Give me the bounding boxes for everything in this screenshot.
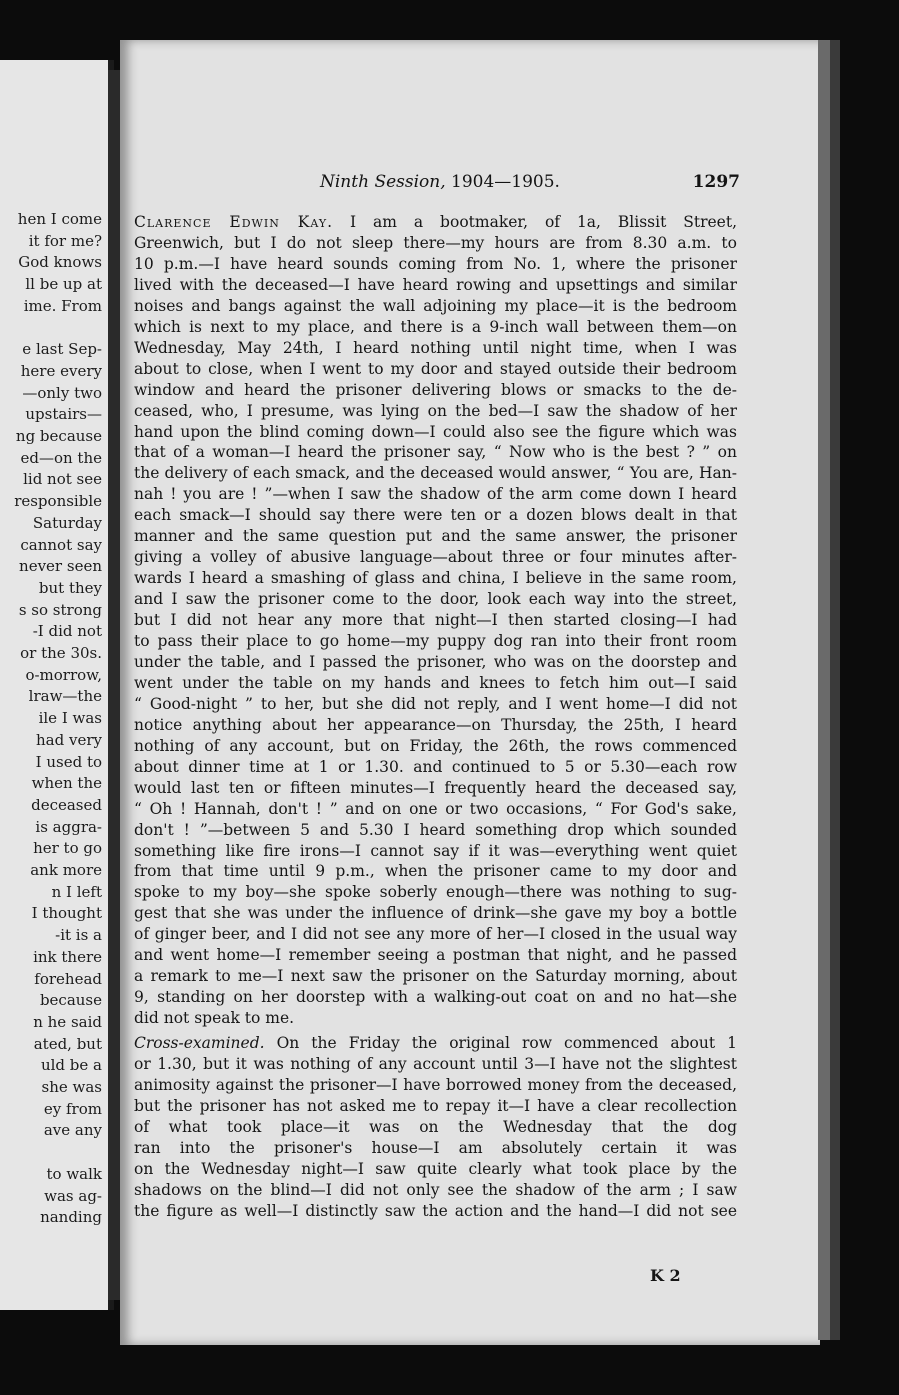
left-page-fragment: was ag-	[44, 1186, 102, 1205]
body-line: hand upon the blind coming down—I could also see the figure which was	[134, 422, 737, 441]
body-line: animosity against the prisoner—I have borrowed money from the deceased,	[134, 1075, 737, 1094]
body-line: that of a woman—I heard the prisoner say, “ Now who is the best ? ” on	[134, 443, 737, 462]
body-line: but I did not hear any more that night—I then started closing—I had	[134, 611, 737, 630]
left-page-fragment: deceased	[31, 795, 102, 814]
body-line: which is next to my place, and there is a 9-inch wall between them—on	[134, 317, 737, 336]
body-line: Greenwich, but I do not sleep there—my hours are from 8.30 a.m. to	[134, 233, 737, 252]
body-line: of what took place—it was on the Wednesday that the dog	[134, 1117, 737, 1136]
body-line: gest that she was under the influence of drink—she gave my boy a bottle	[134, 904, 737, 923]
body-line: lived with the deceased—I have heard rowing and upsettings and similar	[134, 275, 737, 294]
body-line: something like fire irons—I cannot say if it was—everything went quiet	[134, 841, 737, 860]
left-page-fragment: I used to	[35, 752, 102, 771]
left-page-fragment: ll be up at	[25, 275, 102, 294]
body-line: Wednesday, May 24th, I heard nothing until night time, when I was	[134, 338, 737, 357]
left-page-fragment: e last Sep-	[22, 340, 102, 359]
body-line: “ Oh ! Hannah, don't ! ” and on one or two occasions, “ For God's sake,	[134, 799, 737, 818]
body-line: the delivery of each smack, and the deceased would answer, “ You are, Han-	[134, 464, 737, 483]
body-line: a remark to me—I next saw the prisoner on the Saturday morning, about	[134, 967, 737, 986]
left-page-fragment: ank more	[30, 861, 102, 879]
body-line: window and heard the prisoner delivering blows or smacks to the de-	[134, 380, 737, 399]
body-line: to pass their place to go home—my puppy dog ran into their front room	[134, 632, 737, 650]
body-line: shadows on the blind—I did not only see the shadow of the arm ; I saw	[134, 1180, 737, 1199]
body-line: went under the table on my hands and knees to fetch him out—I said	[134, 673, 737, 692]
left-page-fragment: her to go	[33, 839, 102, 858]
body-line: spoke to my boy—she spoke soberly enough—there was nothing to sug-	[134, 883, 737, 902]
page-edge	[818, 40, 830, 1340]
left-page-fragment: -it is a	[55, 926, 102, 945]
body-line: of ginger beer, and I did not see any more of her—I closed in the usual way	[134, 925, 737, 944]
witness-name: Clarence Edwin Kay.	[134, 213, 334, 231]
left-page-fragment: s so strong	[18, 600, 102, 619]
running-title: Ninth Session, 1904—1905.	[320, 172, 560, 192]
body-line: under the table, and I passed the prisoner, who was on the doorstep and	[134, 652, 737, 671]
left-page-fragment: n he said	[33, 1012, 102, 1031]
left-page-fragment: —only two	[22, 383, 102, 402]
body-line: 10 p.m.—I have heard sounds coming from No. 1, where the prisoner	[134, 254, 737, 273]
left-page-fragment: or the 30s.	[20, 644, 102, 662]
left-page-fragment: nanding	[40, 1208, 102, 1227]
left-page-fragment: -I did not	[32, 622, 102, 641]
left-page-fragment: she was	[41, 1078, 102, 1096]
left-page-fragment: had very	[36, 730, 102, 749]
body-line: or 1.30, but it was nothing of any account until 3—I have not the slightest	[134, 1055, 737, 1073]
body-line: 9, standing on her doorstep with a walking-out coat on and no hat—she	[134, 988, 737, 1007]
body-line: from that time until 9 p.m., when the prisoner came to my door and	[134, 862, 737, 881]
cross-examined-line: Cross-examined. On the Friday the original row commenced about 1	[134, 1034, 737, 1053]
left-page-fragment: when the	[31, 774, 102, 793]
body-line: the figure as well—I distinctly saw the action and the hand—I did not see	[134, 1201, 737, 1220]
left-page-fragment: but they	[38, 578, 102, 597]
cross-examined-label: Cross-examined.	[134, 1034, 265, 1053]
body-line: would last ten or fifteen minutes—I frequently heard the deceased say,	[134, 778, 737, 797]
left-page-fragment: to walk	[46, 1164, 102, 1183]
body-line: ran into the prisoner's house—I am absolutely certain it was	[134, 1138, 737, 1157]
left-page-fragment: cannot say	[20, 535, 102, 554]
left-page-fragment: lraw—the	[28, 687, 102, 706]
left-page-fragment: uld be a	[40, 1056, 102, 1075]
left-page-fragment: ave any	[43, 1121, 102, 1140]
body-line: notice anything about her appearance—on Thursday, the 25th, I heard	[134, 715, 737, 734]
left-page-fragment: upstairs—	[25, 405, 102, 424]
body-line: each smack—I should say there were ten or a dozen blows dealt in that	[134, 506, 737, 525]
body-line: Clarence Edwin Kay. I am a bootmaker, of 1a, Blissit Street,	[134, 213, 737, 231]
left-page-fragment: God knows	[18, 253, 102, 272]
body-line: about dinner time at 1 or 1.30. and continued to 5 or 5.30—each row	[134, 757, 737, 776]
body-line: nah ! you are ! ”—when I saw the shadow of the arm come down I heard	[134, 485, 737, 504]
body-line: wards I heard a smashing of glass and china, I believe in the same room,	[134, 569, 737, 588]
left-page-fragment: Saturday	[32, 513, 102, 532]
left-page-fragment: ile I was	[38, 709, 102, 728]
page-number: 1297	[692, 172, 740, 192]
left-page	[0, 60, 114, 1310]
left-page-fragment: n I left	[51, 882, 102, 901]
left-page-fragment: lid not see	[23, 470, 102, 489]
body-line: noises and bangs against the wall adjoining my place—it is the bedroom	[134, 296, 737, 315]
left-page-fragment: ated, but	[33, 1034, 102, 1053]
left-page-fragment: ng because	[15, 427, 102, 445]
running-header	[320, 172, 740, 198]
body-line: but the prisoner has not asked me to repay it—I have a clear recollection	[134, 1096, 737, 1115]
body-line: and went home—I remember seeing a postman that night, and he passed	[134, 946, 737, 965]
left-page-fragment: ey from	[43, 1099, 102, 1118]
body-line: giving a volley of abusive language—about three or four minutes after-	[134, 548, 737, 567]
left-page-fragment: ed—on the	[20, 448, 102, 467]
left-page-fragment: o-morrow,	[25, 665, 102, 684]
body-line: did not speak to me.	[134, 1009, 295, 1028]
signature-mark: K 2	[650, 1266, 681, 1285]
body-line: about to close, when I went to my door and stayed outside their bedroom	[134, 359, 737, 378]
page-edge-shadow	[830, 40, 840, 1340]
body-line: manner and the same question put and the same answer, the prisoner	[134, 527, 737, 546]
left-page-fragment: here every	[20, 361, 102, 380]
left-page-fragment: because	[39, 991, 102, 1010]
body-line: don't ! ”—between 5 and 5.30 I heard something drop which sounded	[134, 820, 737, 839]
left-page-fragment: never seen	[19, 557, 102, 576]
left-page-fragment: it for me?	[28, 231, 102, 250]
body-line: nothing of any account, but on Friday, the 26th, the rows commenced	[134, 736, 737, 755]
left-page-fragment: ink there	[33, 947, 102, 966]
left-page-fragment: I thought	[31, 904, 102, 923]
left-page-fragment: is aggra-	[35, 817, 102, 836]
left-page-fragment: ime. From	[23, 296, 102, 315]
left-page-fragment: hen I come	[17, 210, 102, 228]
left-page-fragment: forehead	[34, 969, 102, 988]
session-years: 1904—1905.	[451, 172, 560, 192]
body-line: ceased, who, I presume, was lying on the bed—I saw the shadow of her	[134, 401, 737, 420]
body-line: on the Wednesday night—I saw quite clearly what took place by the	[134, 1159, 737, 1178]
body-line: “ Good-night ” to her, but she did not reply, and I went home—I did not	[134, 694, 737, 713]
body-line: and I saw the prisoner come to the door, look each way into the street,	[134, 590, 737, 609]
left-page-fragment: responsible	[14, 492, 102, 511]
